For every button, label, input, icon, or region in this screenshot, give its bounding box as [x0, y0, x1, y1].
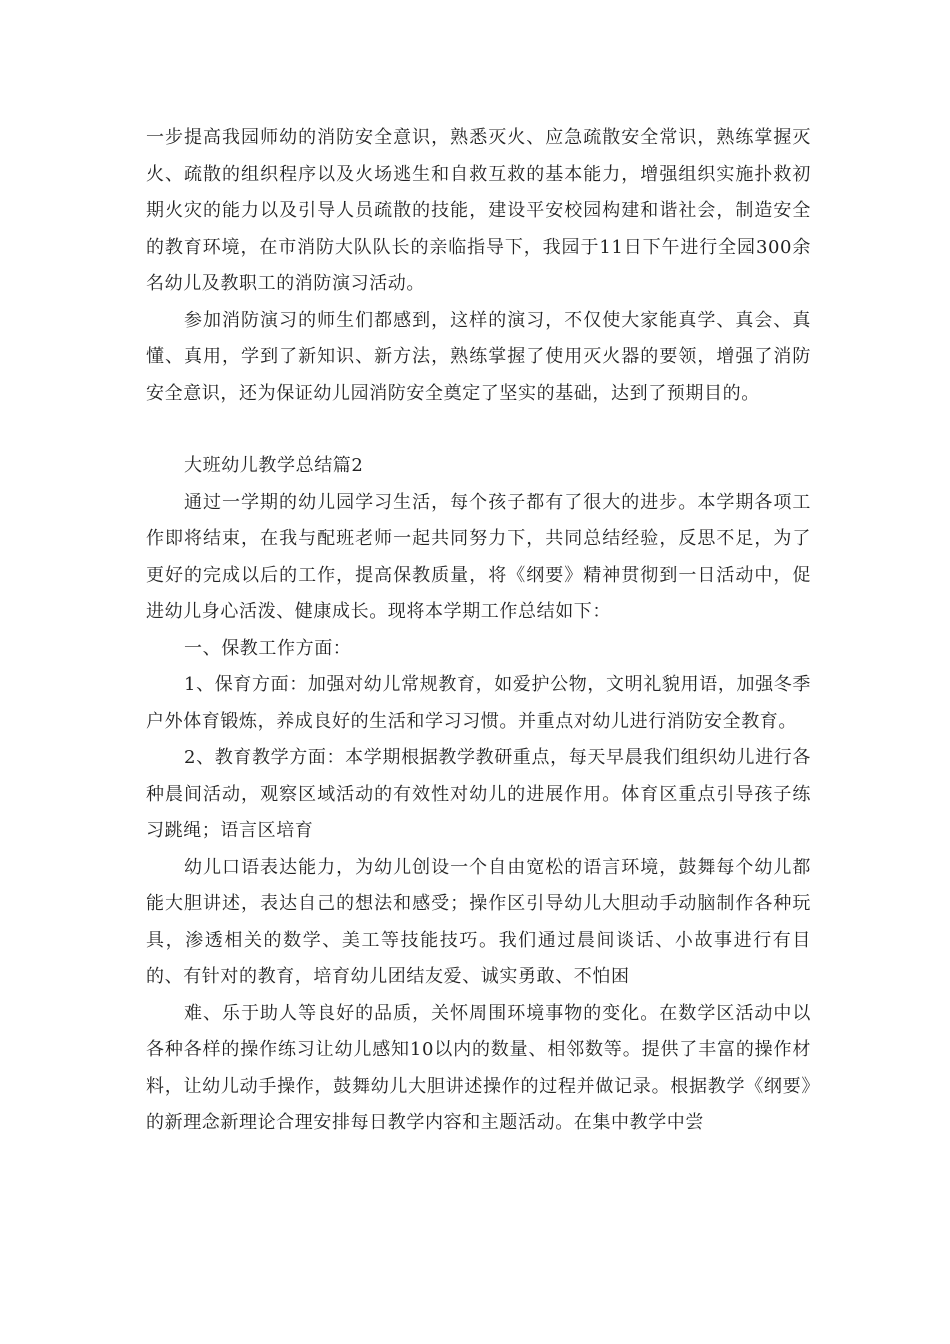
- paragraph-drill-results: 参加消防演习的师生们都感到，这样的演习，不仅使大家能真学、真会、真懂、真用，学到了新知识、新方法，熟练掌握了使用灭火器的要领，增强了消防安全意识，还为保证幼儿园消防安全奠定了坚实的基础，达到了预期目的。: [146, 309, 811, 404]
- paragraph-fire-drill-intro: 一步提高我园师幼的消防安全意识，熟悉灭火、应急疏散安全常识，熟练掌握灭火、疏散的组织程序以及火场逃生和自救互救的基本能力，增强组织实施扑救初期火灾的能力以及引导人员疏散的技能，建设平安校园构建和谐社会，制造安全的教育环境，在市消防大队队长的亲临指导下，我园于11日下午进行全园300余名幼儿及教职工的消防演习活动。: [146, 127, 811, 294]
- paragraph-semester-intro: 通过一学期的幼儿园学习生活，每个孩子都有了很大的进步。本学期各项工作即将结束，在我与配班老师一起共同努力下，共同总结经验，反思不足，为了更好的完成以后的工作，提高保教质量，将《纲要》精神贯彻到一日活动中，促进幼儿身心活泼、健康成长。现将本学期工作总结如下：: [146, 491, 811, 622]
- section-heading: 大班幼儿教学总结篇2: [184, 455, 364, 476]
- paragraph-teaching: 2、教育教学方面：本学期根据教学教研重点，每天早晨我们组织幼儿进行各种晨间活动，观察区域活动的有效性对幼儿的进展作用。体育区重点引导孩子练习跳绳；语言区培育: [146, 747, 811, 841]
- paragraph-math: 难、乐于助人等良好的品质，关怀周围环境事物的变化。在数学区活动中以各种各样的操作练习让幼儿感知10以内的数量、相邻数等。提供了丰富的操作材料，让幼儿动手操作，鼓舞幼儿大胆讲述操作的过程并做记录。根据教学《纲要》的新理念新理论合理安排每日教学内容和主题活动。在集中教学中尝: [146, 1002, 811, 1133]
- section-spacer: [146, 412, 811, 448]
- paragraph-care: 1、保育方面：加强对幼儿常规教育，如爱护公物，文明礼貌用语，加强冬季户外体育锻炼，养成良好的生活和学习习惯。并重点对幼儿进行消防安全教育。: [146, 674, 811, 732]
- paragraph-language: 幼儿口语表达能力，为幼儿创设一个自由宽松的语言环境，鼓舞每个幼儿都能大胆讲述，表达自己的想法和感受；操作区引导幼儿大胆动手动脑制作各种玩具，渗透相关的数学、美工等技能技巧。我们通过晨间谈话、小故事进行有目的、有针对的教育，培育幼儿团结友爱、诚实勇敢、不怕困: [146, 856, 811, 987]
- document-body: [146, 120, 811, 1142]
- subheading-care-education: 一、保教工作方面：: [184, 637, 352, 659]
